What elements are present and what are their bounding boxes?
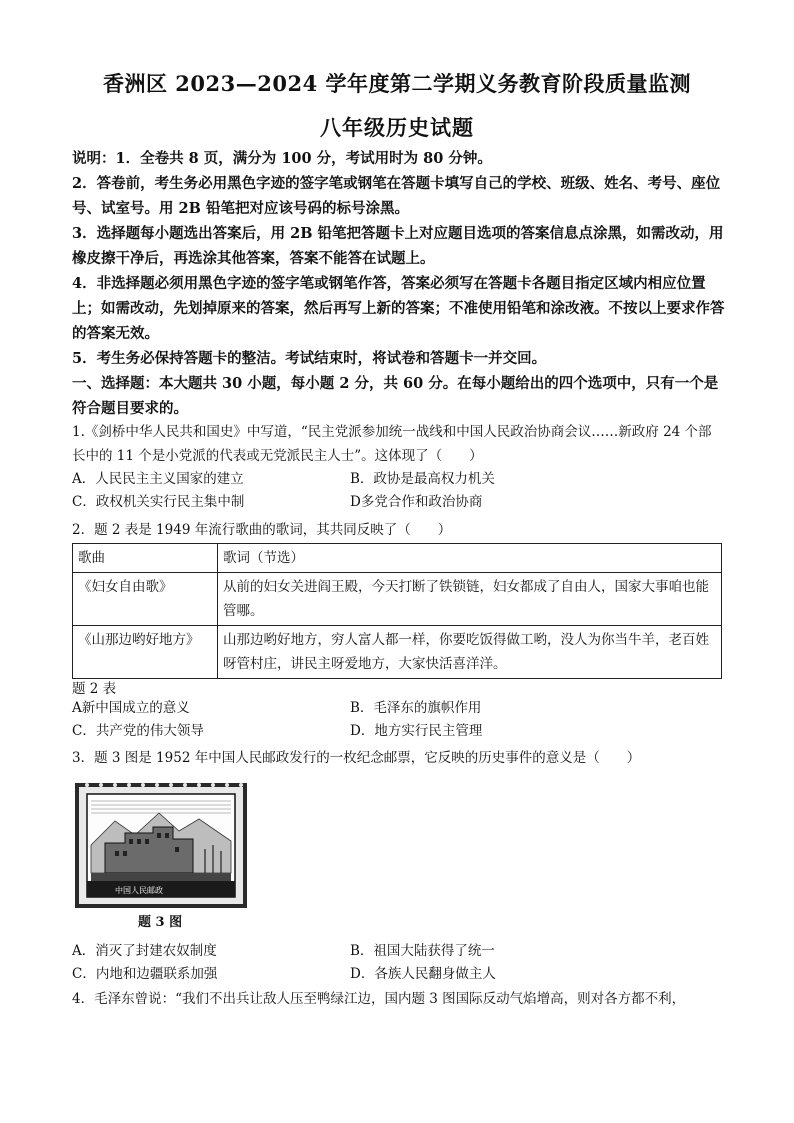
- question-2: [72, 518, 722, 542]
- instruction-2: 2．答卷前，考生务必用黑色字迹的签字笔或钢笔在答题卡填写自己的学校、班级、姓名、考号、座位号、试室号。用 2B 铅笔把对应该号码的标号涂黑。: [72, 175, 721, 217]
- option-b[interactable]: B．政协是最高权力机关: [350, 471, 495, 487]
- instructions: [72, 146, 732, 421]
- option-a[interactable]: A新中国成立的意义: [72, 700, 190, 716]
- question-4: [72, 987, 722, 1011]
- question-2-options: [72, 697, 712, 743]
- option-b[interactable]: B．祖国大陆获得了统一: [350, 943, 495, 959]
- instruction-3: 3．选择题每小题选出答案后，用 2B 铅笔把答题卡上对应题目选项的答案信息点涂黑，如需改动，用橡皮擦干净后，再选涂其他答案，答案不能答在试题上。: [72, 225, 724, 267]
- exam-subtitle: 八年级历史试题: [320, 115, 474, 140]
- question-1-options: [72, 468, 712, 514]
- section-heading: 一、选择题：本大题共 30 小题，每小题 2 分，共 60 分。在每小题给出的四个选项中，只有一个是符合题目要求的。: [72, 375, 719, 417]
- question-3-options: [72, 940, 712, 986]
- table-cell-lyrics: 从前的妇女关进阎王殿，今天打断了铁锁链，妇女都成了自由人，国家大事咱也能管哪。: [218, 573, 722, 626]
- stamp-label: 中国人民邮政: [115, 886, 163, 895]
- option-a[interactable]: A．消灭了封建农奴制度: [72, 943, 217, 959]
- question-4-stem: 4．毛泽东曾说：“我们不出兵让敌人压至鸭绿江边，国内题 3 图国际反动气焰增高，则对各方都不利，: [72, 991, 686, 1007]
- table-header-row: [73, 544, 722, 573]
- option-d[interactable]: D．各族人民翻身做主人: [350, 966, 496, 982]
- option-c[interactable]: C．政权机关实行民主集中制: [72, 494, 245, 510]
- table-header-song: 歌曲: [73, 544, 218, 573]
- table-header-lyrics: 歌词（节选）: [218, 544, 722, 573]
- table-caption: 题 2 表: [72, 681, 117, 697]
- table-cell-song: 《山那边哟好地方》: [73, 626, 218, 679]
- option-d[interactable]: D．地方实行民主管理: [350, 723, 483, 739]
- question-3: [72, 746, 722, 770]
- question-3-stem: 3．题 3 图是 1952 年中国人民邮政发行的一枚纪念邮票，它反映的历史事件的意义是（ ）: [72, 750, 641, 766]
- question-2-stem: 2．题 2 表是 1949 年流行歌曲的歌词，其共同反映了（ ）: [72, 522, 452, 538]
- option-c[interactable]: C．内地和边疆联系加强: [72, 966, 218, 982]
- figure-caption: 题 3 图: [138, 915, 183, 930]
- instruction-1: 说明：1．全卷共 8 页，满分为 100 分，考试用时为 80 分钟。: [72, 150, 492, 167]
- table-row: [73, 626, 722, 679]
- option-a[interactable]: A．人民民主主义国家的建立: [72, 471, 244, 487]
- question-1-stem: 1.《剑桥中华人民共和国史》中写道，“民主党派参加统一战线和中国人民政治协商会议……新政府 24 个部长中的 11 个是小党派的代表或无党派民主人士”。这体现了（ ）: [72, 424, 712, 464]
- table-cell-lyrics: 山那边哟好地方，穷人富人都一样，你要吃饭得做工哟，没人为你当牛羊，老百姓呀管村庄，讲民主呀爱地方，大家快活喜洋洋。: [218, 626, 722, 679]
- option-d[interactable]: D多党合作和政治协商: [350, 494, 483, 510]
- lyrics-table: [72, 543, 722, 679]
- exam-title: 香洲区 2023—2024 学年度第二学期义务教育阶段质量监测: [102, 71, 691, 96]
- question-1: [72, 420, 722, 468]
- stamp-image: [75, 783, 247, 908]
- instruction-5: 5．考生务必保持答题卡的整洁。考试结束时，将试卷和答题卡一并交回。: [72, 350, 547, 367]
- table-cell-song: 《妇女自由歌》: [73, 573, 218, 626]
- table-row: [73, 573, 722, 626]
- instruction-4: 4．非选择题必须用黑色字迹的签字笔或钢笔作答，答案必须写在答题卡各题目指定区域内相应位置上；如需改动，先划掉原来的答案，然后再写上新的答案；不准使用铅笔和涂改液。不按以上要求作答的答案无效。: [72, 275, 725, 342]
- option-c[interactable]: C．共产党的伟大领导: [72, 723, 204, 739]
- option-b[interactable]: B．毛泽东的旗帜作用: [350, 700, 482, 716]
